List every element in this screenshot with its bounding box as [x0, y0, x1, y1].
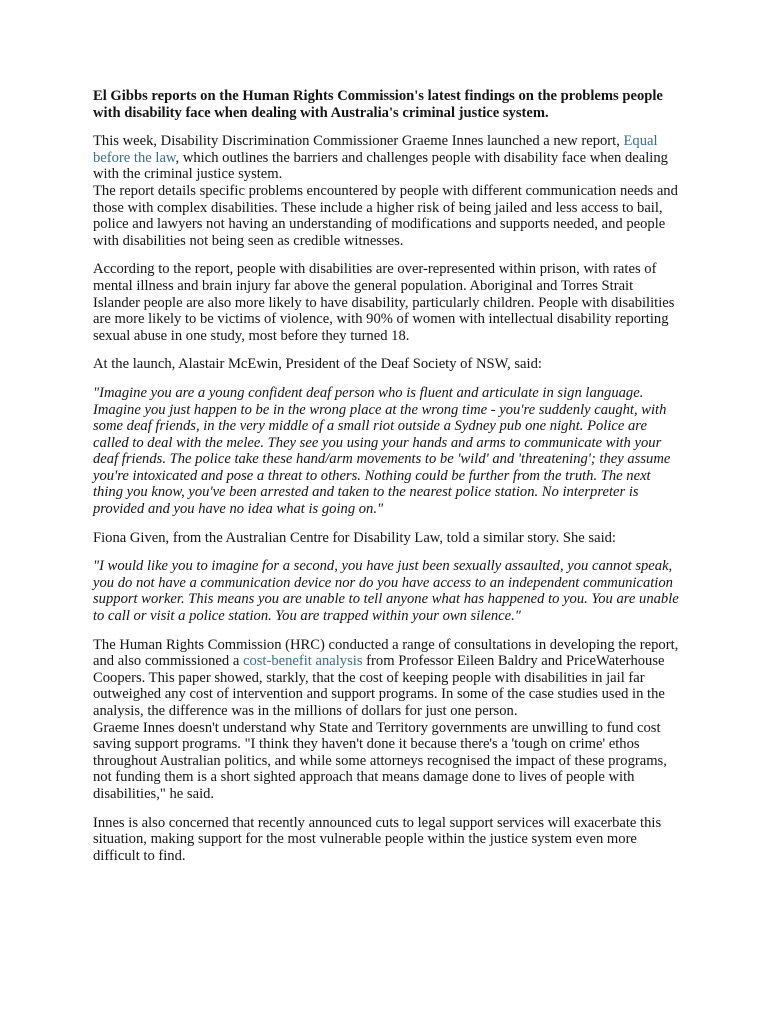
paragraph-intro-text-start: This week, Disability Discrimination Commissioner Graeme Innes launched a new report, [93, 133, 624, 150]
paragraph-launch: At the launch, Alastair McEwin, President of the Deaf Society of NSW, said: [93, 356, 542, 373]
paragraph-intro-text-end: , which outlines the barriers and challenges people with disability face when dealing with the criminal justice system. [93, 149, 668, 183]
paragraph-report-details: The report details specific problems encountered by people with different communication needs and those with complex disabilities. These include a higher risk of being jailed and less access to bail, police and lawyers not having an understanding of modifications and supports needed, and people with disabilities not being seen as credible witnesses. [93, 182, 678, 249]
paragraph-intro [93, 133, 683, 183]
paragraph-fiona-given: Fiona Given, from the Australian Centre for Disability Law, told a similar story. She said: [93, 529, 616, 546]
article [93, 88, 683, 876]
cost-benefit-analysis-link[interactable]: cost-benefit analysis [242, 653, 363, 670]
paragraph-hrc-text-end: from Professor Eileen Baldry and PriceWaterhouse Coopers. This paper showed, starkly, that the cost of keeping people with disabilities in jail far outweighed any cost of intervention and support programs. In some of the case studies used in the analysis, the difference was in the millions of dollars for just one person. [93, 653, 665, 719]
paragraph-over-representation: According to the report, people with disabilities are over-represented within prison, with rates of mental illness and brain injury far above the general population. Aboriginal and Torres Strait Islander people are also more likely to have disability, particularly children. People with disabilities are more likely to be victims of violence, with 90% of women with intellectual disability reporting sexual abuse in one study, most before they turned 18. [93, 261, 675, 344]
paragraph-hrc-text-start: The Human Rights Commission (HRC) conducted a range of consultations in developing the report, and also commissioned a [93, 636, 679, 670]
paragraph-innes-funding: Graeme Innes doesn't understand why State and Territory governments are unwilling to fund cost saving support programs. "I think they haven't done it because there's a 'tough on crime' ethos throughout Australian politics, and while some attorneys recognised the impact of these programs, not funding them is a short sighted approach that means damage done to lives of people with disabilities," he said. [93, 719, 667, 802]
paragraph-hrc-consultations [93, 637, 683, 720]
paragraph-legal-cuts: Innes is also concerned that recently announced cuts to legal support services will exacerbate this situation, making support for the most vulnerable people within the justice system even more difficult to find. [93, 814, 662, 864]
equal-before-the-law-link[interactable]: Equal before the law [93, 133, 658, 166]
article-headline: El Gibbs reports on the Human Rights Commission's latest findings on the problems people with disability face when dealing with Australia's criminal justice system. [93, 88, 663, 121]
quote-given: "I would like you to imagine for a second, you have just been sexually assaulted, you cannot speak, you do not have a communication device nor do you have access to an independent communication support worker. This means you are unable to tell anyone what has happened to you. You are unable to call or visit a police station. You are trapped within your own silence." [93, 558, 679, 625]
quote-mcewin: "Imagine you are a young confident deaf person who is fluent and articulate in sign language. Imagine you just happen to be in the wrong place at the wrong time - you're suddenly caught, with some deaf friends, in the very middle of a small riot outside a Sydney pub one night. Police are called to deal with the melee. They see you using your hands and arms to communicate with your deaf friends. The police take these hand/arm movements to be 'wild' and 'threatening'; they assume you're intoxicated and pose a threat to others. Nothing could be further from the truth. The next thing you know, you've been arrested and taken to the nearest police station. No interpreter is provided and you have no idea what is going on." [93, 384, 671, 518]
